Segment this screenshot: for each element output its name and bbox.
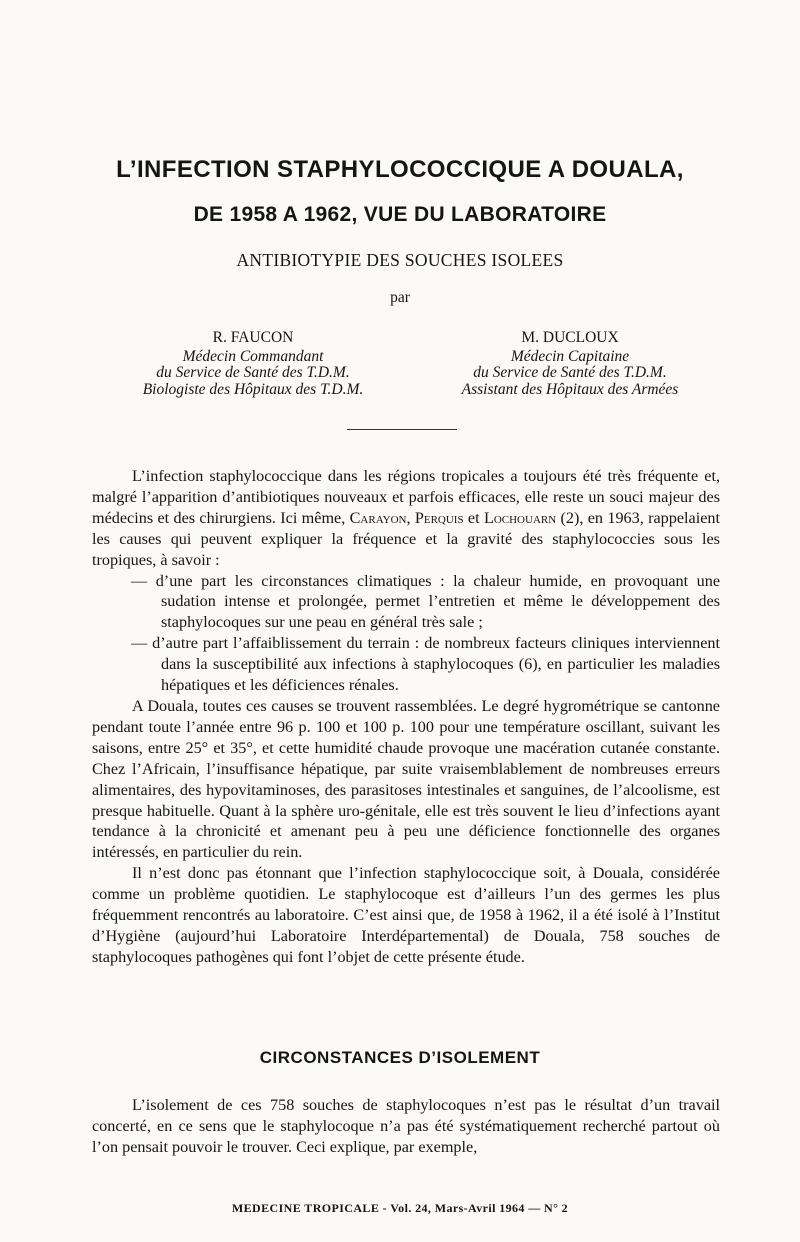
article-subtitle: ANTIBIOTYPIE DES SOUCHES ISOLEES	[236, 250, 564, 270]
paragraph	[92, 466, 720, 571]
article-title-line-2: DE 1958 A 1962, VUE DU LABORATOIRE	[193, 203, 607, 226]
author-role: du Service de Santé des T.D.M.	[156, 364, 350, 381]
list-item: — d’autre part l’affaiblissement du terrain : de nombreux facteurs cliniques interviennent dans la susceptibilité aux infections à staphylocoques (6), en particulier les maladies hépatiques et les déficiences rénales.	[131, 634, 720, 695]
author-role: du Service de Santé des T.D.M.	[473, 364, 667, 381]
author-role: Médecin Commandant	[182, 347, 324, 365]
section-text	[92, 1095, 720, 1158]
author-citation-carayon: Carayon	[349, 508, 407, 527]
paragraph: Il n’est donc pas étonnant que l’infection staphylococcique soit, à Douala, considérée comme un problème quotidien. Le staphylocoque est d’ailleurs l’un des germes les plus fréquemment rencontrés au laboratoire. C’est ainsi que, de 1958 à 1962, il a été isolé à l’Institut d’Hygiène (aujourd’hui Laboratoire Interdépartemental) de Douala, 758 souches de staphylocoques pathogènes qui font l’objet de cette présente étude.	[92, 864, 720, 966]
article-title-line-1: L’INFECTION STAPHYLOCOCCIQUE A DOUALA,	[116, 156, 684, 183]
author-citation-perquis: Perquis	[414, 508, 464, 527]
author-role: Biologiste des Hôpitaux des T.D.M.	[142, 380, 364, 398]
paragraph: L’isolement de ces 758 souches de staphylocoques n’est pas le résultat d’un travail concerté, en ce sens que le staphylocoque n’a pas été systématiquement recherché partout où l’on pensait pouvoir le trouver. Ceci explique, par exemple,	[92, 1096, 720, 1156]
text-run: (2), en 1963, rappelaient les causes qui peuvent expliquer la fréquence et la gravité des staphylococcies sous les tropiques, à savoir :	[92, 508, 721, 569]
author-block-ducloux	[420, 330, 720, 398]
separator-rule	[347, 429, 457, 430]
author-citation-lochouarn: Lochouarn	[483, 508, 557, 527]
journal-footer: MEDECINE TROPICALE - Vol. 24, Mars-Avril 1964 — N° 2	[231, 1201, 569, 1215]
introduction-text	[92, 466, 720, 968]
author-block-faucon	[108, 330, 398, 398]
text-run: et	[463, 508, 484, 527]
section-heading: CIRCONSTANCES D’ISOLEMENT	[259, 1048, 541, 1067]
author-role: Assistant des Hôpitaux des Armées	[461, 380, 679, 398]
text-run: ,	[406, 508, 415, 527]
author-name: M. DUCLOUX	[521, 329, 619, 346]
by-line: par	[390, 289, 410, 306]
author-name: R. FAUCON	[212, 329, 294, 346]
paragraph: A Douala, toutes ces causes se trouvent rassemblées. Le degré hygrométrique se cantonne pendant toute l’année entre 96 p. 100 et 100 p. 100 pour une température oscillant, suivant les saisons, entre 25° et 35°, et cette humidité chaude provoque une macération cutanée constante. Chez l’Africain, l’insuffisance hépatique, par suite vraisemblablement de nombreuses erreurs alimentaires, des hypovitaminoses, des parasitoses intestinales et sanguines, de l’alcoolisme, est presque habituelle. Quant à la sphère uro-génitale, elle est très souvent le lieu d’infections ayant tendance à la chronicité et amenant peu à peu une déficience fonctionnelle des organes intéressés, en particulier du rein.	[92, 696, 720, 862]
text-run: L’infection staphylococcique dans les régions tropicales a toujours été très fréquente et, malgré l’apparition d’antibiotiques nouveaux et parfois efficaces, elle reste un souci majeur des médecins et des chirurgiens. Ici même,	[92, 467, 720, 527]
author-role: Médecin Capitaine	[510, 347, 630, 365]
list-item: — d’une part les circonstances climatiques : la chaleur humide, en provoquant une sudation intense et prolongée, permet l’entretien et même le développement des staphylocoques sur une peau en général très sale ;	[131, 571, 720, 632]
